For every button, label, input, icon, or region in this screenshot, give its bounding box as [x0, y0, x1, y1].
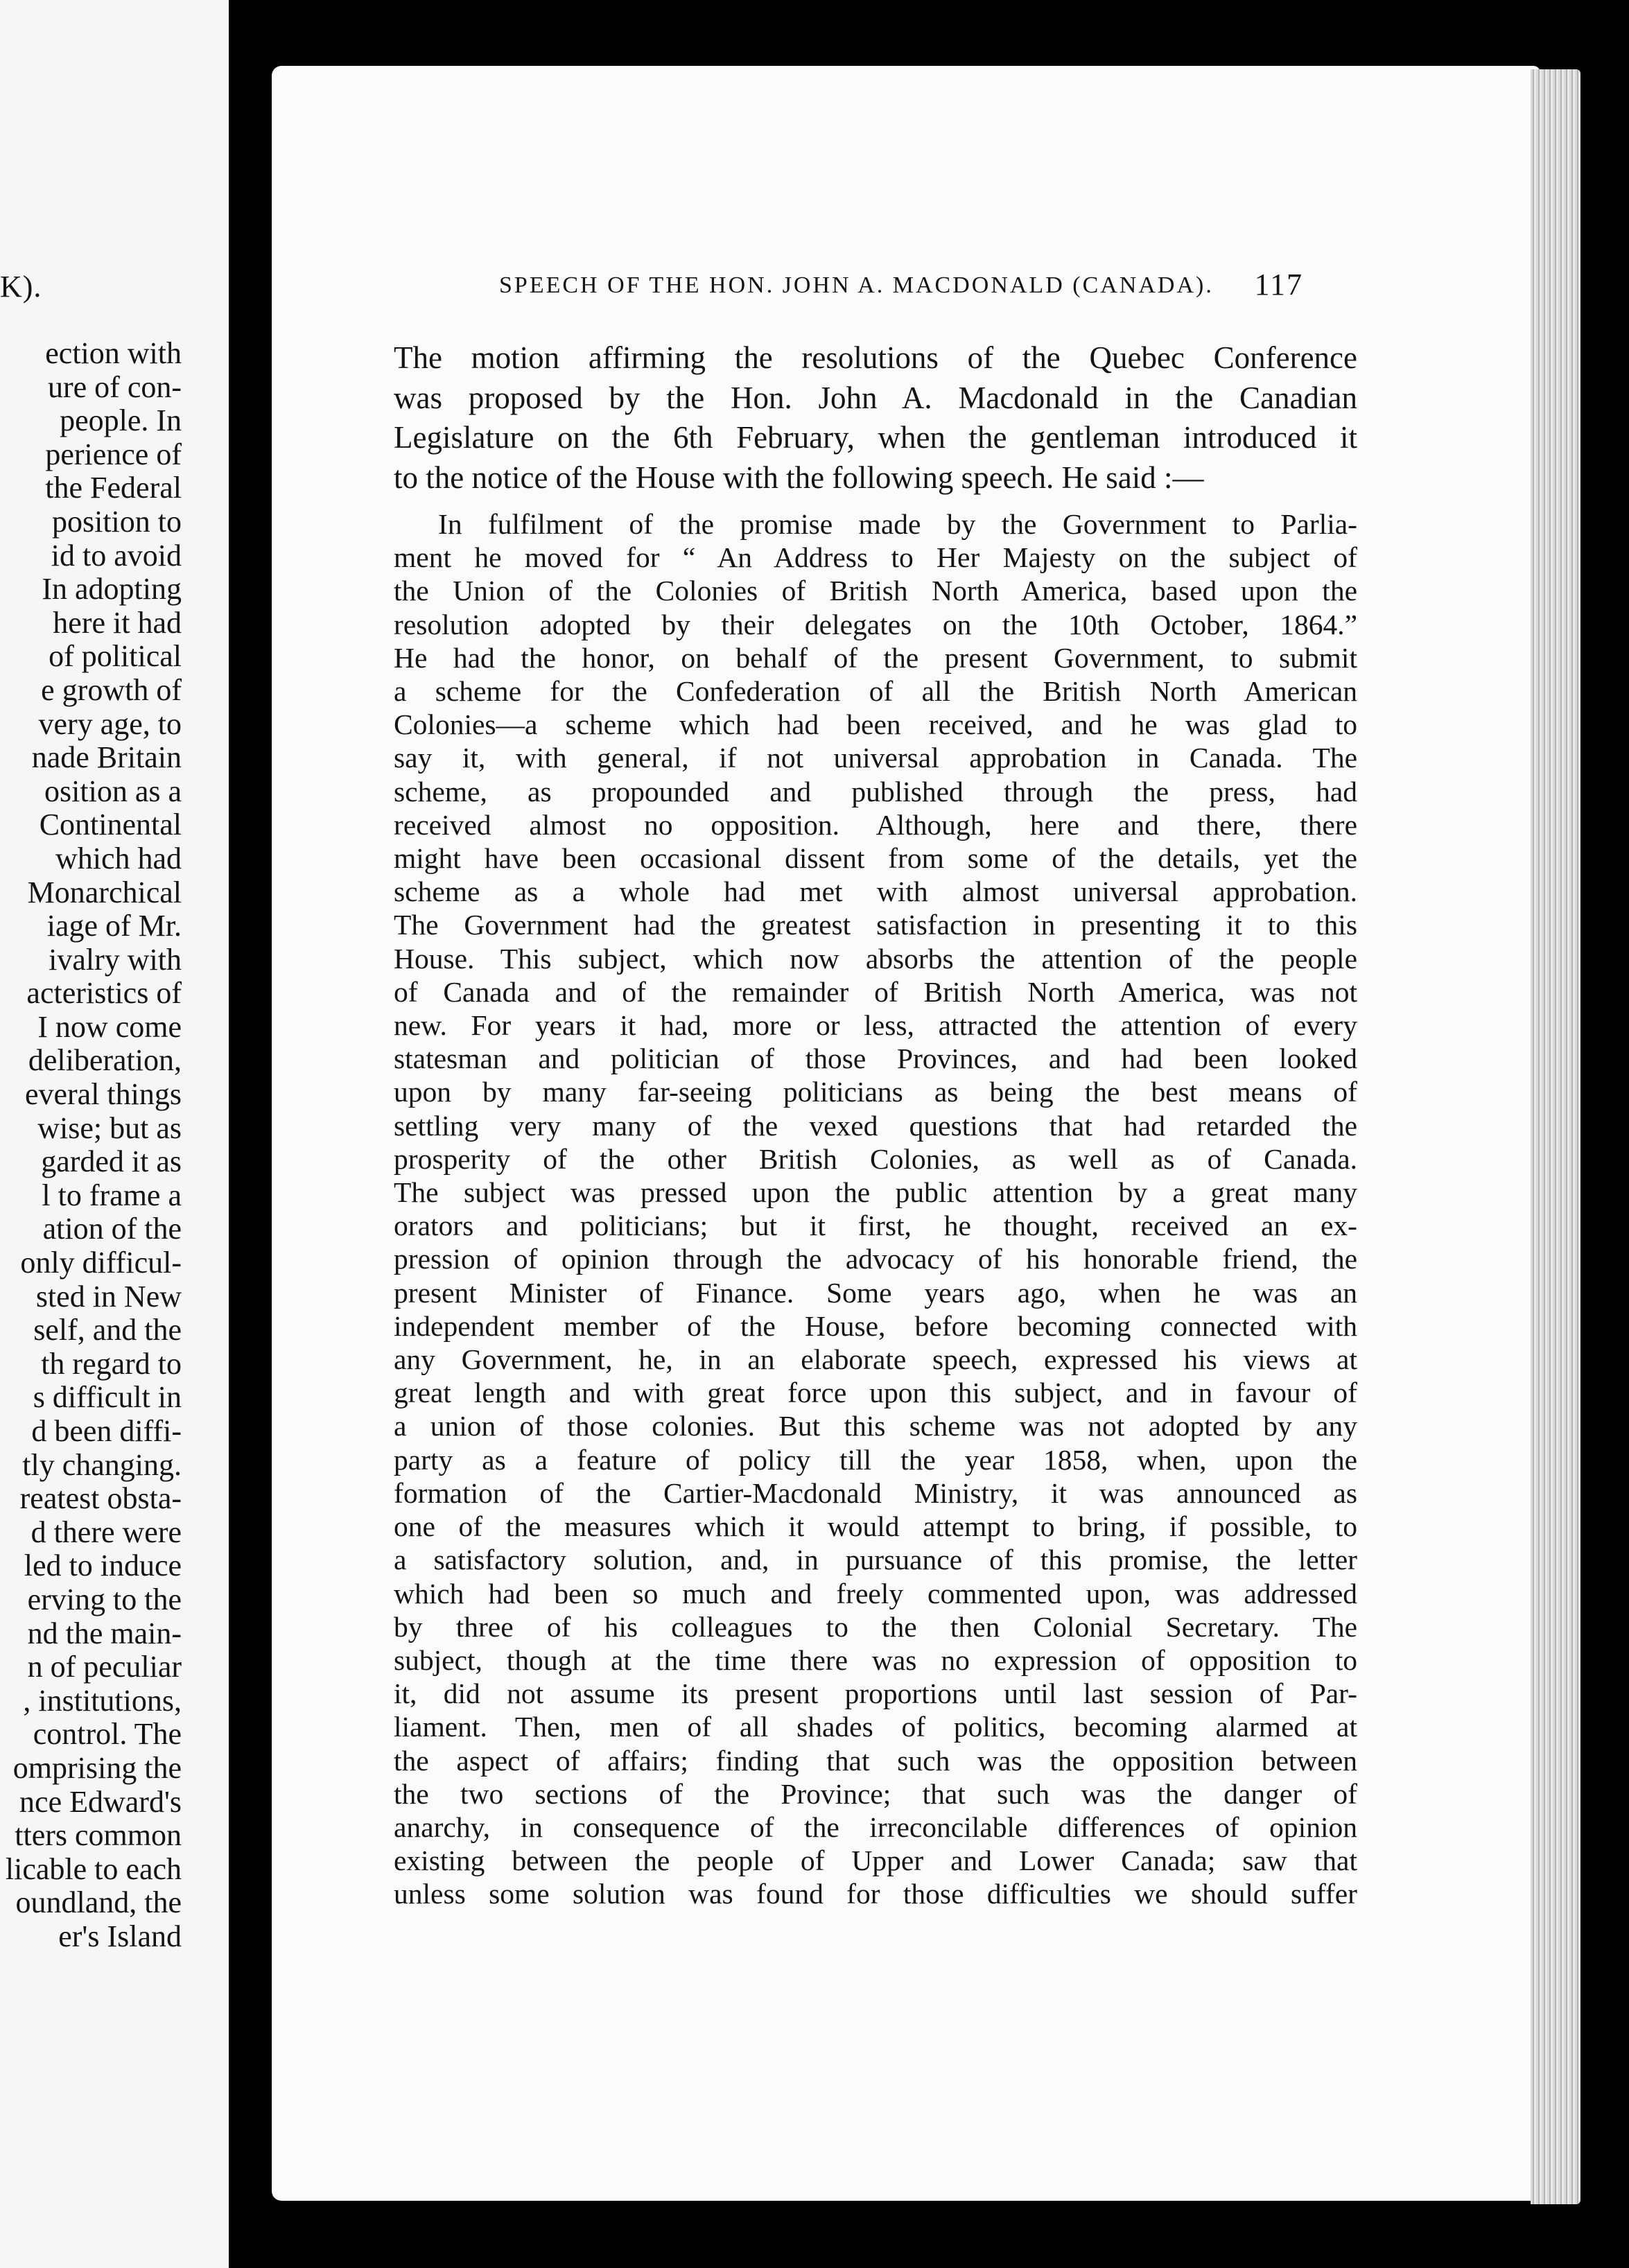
facing-page-line: In adopting — [42, 572, 182, 607]
text-line: party as a feature of policy till the year 1858, when, upon the — [394, 1443, 1357, 1476]
facing-page-line: ection with — [45, 336, 182, 370]
facing-page-line: , institutions, — [23, 1683, 182, 1718]
text-line: unless some solution was found for those difficulties we should suffer — [394, 1878, 1357, 1910]
running-title: SPEECH OF THE HON. JOHN A. MACDONALD (CANADA). — [499, 272, 1214, 298]
text-line: the two sections of the Province; that such was the danger of — [394, 1777, 1357, 1810]
intro-paragraph — [394, 338, 1357, 498]
facing-page-line: garded it as — [41, 1144, 182, 1179]
text-line: scheme as a whole had met with almost universal approbation. — [394, 875, 1357, 908]
facing-page-line: nade Britain — [31, 740, 182, 775]
facing-page-line: nce Edward's — [19, 1784, 182, 1819]
facing-page-line: oundland, the — [15, 1885, 182, 1920]
text-line: a satisfactory solution, and, in pursuance of this promise, the letter — [394, 1544, 1357, 1576]
text-line: a union of those colonies. But this scheme was not adopted by any — [394, 1410, 1357, 1442]
facing-page-line: nd the main- — [27, 1616, 182, 1650]
text-line: great length and with great force upon this subject, and in favour of — [394, 1377, 1357, 1409]
text-line: present Minister of Finance. Some years ago, when he was an — [394, 1276, 1357, 1309]
text-line: anarchy, in consequence of the irreconcilable differences of opinion — [394, 1811, 1357, 1843]
facing-page-line: ation of the — [42, 1212, 182, 1246]
facing-page-line: position to — [51, 504, 182, 539]
text-line: might have been occasional dissent from some of the details, yet the — [394, 842, 1357, 875]
text-line: House. This subject, which now absorbs the attention of the people — [394, 942, 1357, 975]
facing-page-line: the Federal — [45, 471, 182, 505]
text-line: received almost no opposition. Although, here and there, there — [394, 808, 1357, 841]
text-line: one of the measures which it would attempt to bring, if possible, to — [394, 1510, 1357, 1543]
facing-page-text — [6, 337, 182, 1954]
facing-page-line: er's Island — [58, 1919, 182, 1953]
text-line: statesman and politician of those Provinces, and had been looked — [394, 1043, 1357, 1075]
facing-page-line: tters common — [15, 1818, 182, 1853]
text-line: by three of his colleagues to the then Colonial Secretary. The — [394, 1610, 1357, 1643]
facing-page-line: only difficul- — [20, 1246, 182, 1280]
page-edges — [1531, 69, 1580, 2204]
page-number: 117 — [1254, 268, 1303, 302]
facing-page-line: ivalry with — [49, 942, 182, 977]
text-line: to the notice of the House with the following speech. He said :— — [394, 460, 1204, 495]
running-header — [499, 267, 1303, 308]
text-line: say it, with general, if not universal approbation in Canada. The — [394, 742, 1357, 774]
facing-page-header: K). — [0, 270, 42, 304]
facing-page-line: th regard to — [41, 1346, 182, 1381]
facing-page-line: very age, to — [38, 706, 182, 741]
text-line: scheme, as propounded and published through the press, had — [394, 775, 1357, 808]
text-line: Legislature on the 6th February, when the gentleman introduced it — [394, 420, 1357, 455]
facing-page-line: iage of Mr. — [46, 909, 182, 943]
body-text — [394, 338, 1357, 1911]
text-line: it, did not assume its present proportions until last session of Par- — [394, 1677, 1357, 1710]
text-line: existing between the people of Upper and Lower Canada; saw that — [394, 1844, 1357, 1877]
text-line: the aspect of affairs; finding that such was the opposition between — [394, 1744, 1357, 1777]
text-line: orators and politicians; but it first, he thought, received an ex- — [394, 1210, 1357, 1242]
text-line: prosperity of the other British Colonies, as well as of Canada. — [394, 1142, 1357, 1175]
text-line: any Government, he, in an elaborate speech, expressed his views at — [394, 1343, 1357, 1376]
facing-page-line: e growth of — [41, 672, 182, 707]
facing-page-line: d there were — [31, 1515, 182, 1549]
facing-page — [0, 0, 229, 2268]
facing-page-line: acteristics of — [26, 976, 182, 1011]
facing-page-line: n of peculiar — [27, 1650, 182, 1684]
text-line: The motion affirming the resolutions of the Quebec Conference — [394, 340, 1357, 375]
text-line: pression of opinion through the advocacy of his honorable friend, the — [394, 1243, 1357, 1275]
text-line: subject, though at the time there was no expression of opposition to — [394, 1643, 1357, 1676]
facing-page-line: perience of — [45, 437, 182, 471]
text-line: new. For years it had, more or less, attracted the attention of every — [394, 1009, 1357, 1042]
facing-page-line: I now come — [37, 1009, 182, 1044]
facing-page-line: osition as a — [44, 774, 182, 808]
facing-page-line: tly changing. — [22, 1447, 182, 1482]
facing-page-line: people. In — [60, 403, 182, 438]
facing-page-line: s difficult in — [33, 1380, 182, 1415]
facing-page-line: control. The — [33, 1717, 182, 1752]
text-line: ment he moved for “ An Address to Her Majesty on the subject of — [394, 541, 1357, 574]
text-line: Colonies—a scheme which had been received, and he was glad to — [394, 708, 1357, 741]
facing-page-line: self, and the — [33, 1313, 182, 1347]
text-line: independent member of the House, before becoming connected with — [394, 1309, 1357, 1342]
text-line: the Union of the Colonies of British North America, based upon the — [394, 575, 1357, 607]
text-line: a scheme for the Confederation of all the British North American — [394, 675, 1357, 708]
facing-page-line: which had — [55, 841, 182, 875]
facing-page-line: here it had — [53, 605, 182, 640]
speech-paragraph — [394, 507, 1357, 1911]
facing-page-line: everal things — [24, 1077, 182, 1112]
text-line: liament. Then, men of all shades of politics, becoming alarmed at — [394, 1711, 1357, 1743]
text-line: which had been so much and freely commented upon, was addressed — [394, 1577, 1357, 1610]
facing-page-line: omprising the — [12, 1750, 182, 1785]
text-line: resolution adopted by their delegates on the 10th October, 1864.” — [394, 608, 1357, 640]
facing-page-line: of political — [49, 639, 182, 674]
facing-page-line: ure of con- — [47, 369, 182, 404]
facing-page-line: Monarchical — [27, 875, 182, 909]
text-line: of Canada and of the remainder of British North America, was not — [394, 975, 1357, 1008]
text-line: The Government had the greatest satisfaction in presenting it to this — [394, 909, 1357, 941]
text-line: settling very many of the vexed questions that had retarded the — [394, 1109, 1357, 1142]
text-line: He had the honor, on behalf of the present Government, to submit — [394, 641, 1357, 674]
text-line: upon by many far-seeing politicians as being the best means of — [394, 1076, 1357, 1108]
facing-page-line: l to frame a — [42, 1178, 182, 1212]
facing-page-line: erving to the — [27, 1582, 182, 1616]
text-line: was proposed by the Hon. John A. Macdonald in the Canadian — [394, 380, 1357, 415]
facing-page-line: d been diffi- — [31, 1414, 182, 1448]
text-line: formation of the Cartier-Macdonald Ministry, it was announced as — [394, 1476, 1357, 1509]
facing-page-line: reatest obsta- — [19, 1481, 182, 1516]
facing-page-line: deliberation, — [28, 1043, 182, 1078]
text-line: The subject was pressed upon the public attention by a great many — [394, 1176, 1357, 1209]
facing-page-line: led to induce — [24, 1549, 182, 1583]
facing-page-line: Continental — [39, 808, 182, 842]
facing-page-line: id to avoid — [51, 538, 182, 573]
intro-text — [394, 338, 1357, 498]
facing-page-line: licable to each — [5, 1851, 182, 1886]
book-gutter — [229, 0, 272, 2268]
facing-page-line: wise; but as — [37, 1110, 182, 1145]
text-line: In fulfilment of the promise made by the Government to Parlia- — [438, 508, 1357, 540]
facing-page-line: sted in New — [35, 1279, 182, 1314]
